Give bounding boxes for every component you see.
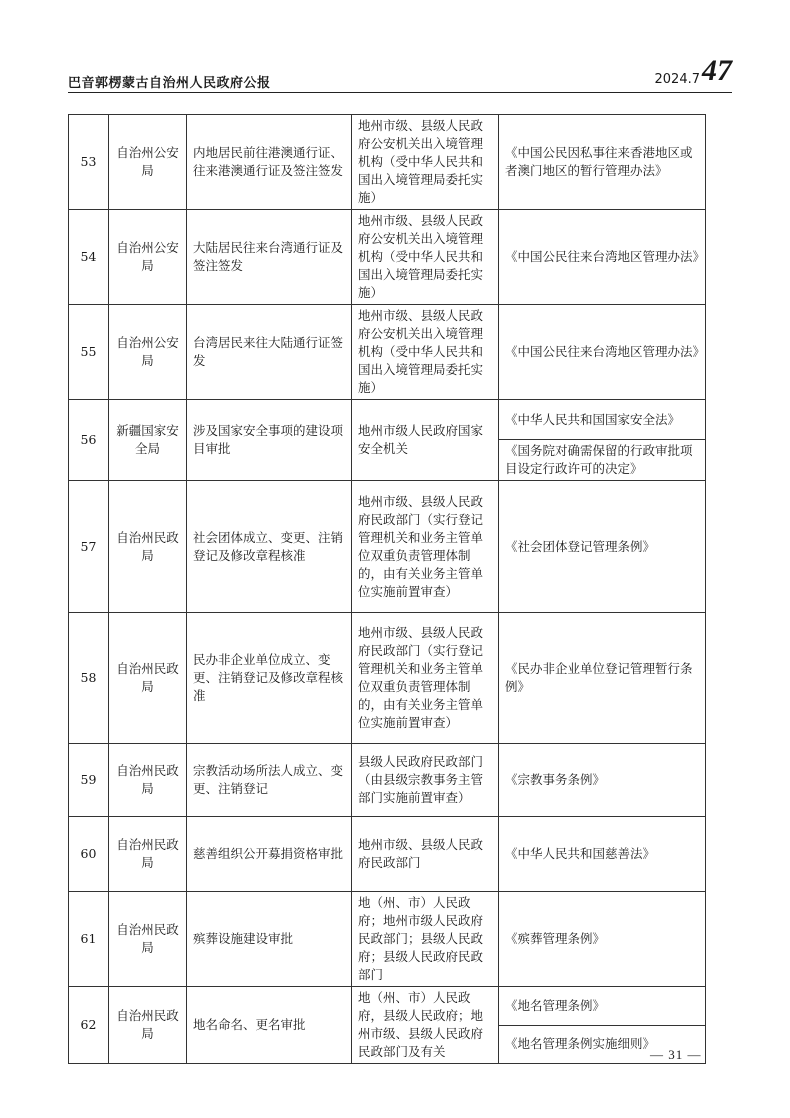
implementing-authority-cell: 地州市级、县级人民政府公安机关出入境管理机构（受中华人民共和国出入境管理局委托实施） — [352, 115, 499, 210]
row-number: 62 — [69, 987, 109, 1064]
approval-item-cell: 宗教活动场所法人成立、变更、注销登记 — [187, 744, 352, 817]
row-number: 61 — [69, 892, 109, 987]
implementing-authority-cell: 地州市级、县级人民政府民政部门 — [352, 817, 499, 892]
row-number: 59 — [69, 744, 109, 817]
table-row — [69, 481, 706, 613]
table-row — [69, 305, 706, 400]
approval-item-cell: 慈善组织公开募捐资格审批 — [187, 817, 352, 892]
approval-item-cell: 涉及国家安全事项的建设项目审批 — [187, 400, 352, 481]
table-row — [69, 987, 706, 1026]
legal-basis-cell: 《地名管理条例实施细则》 — [499, 1025, 706, 1064]
implementing-authority-cell: 地州市级、县级人民政府公安机关出入境管理机构（受中华人民共和国出入境管理局委托实施） — [352, 305, 499, 400]
row-number: 54 — [69, 210, 109, 305]
legal-basis-cell: 《地名管理条例》 — [499, 987, 706, 1026]
department-cell: 自治州民政局 — [109, 481, 187, 613]
row-number: 60 — [69, 817, 109, 892]
department-cell: 自治州公安局 — [109, 305, 187, 400]
legal-basis-cell: 《中国公民因私事往来香港地区或者澳门地区的暂行管理办法》 — [499, 115, 706, 210]
table-row — [69, 744, 706, 817]
implementing-authority-cell: 地州市级、县级人民政府民政部门（实行登记管理机关和业务主管单位双重负责管理体制的，由有关业务主管单位实施前置审查） — [352, 481, 499, 613]
table-row — [69, 400, 706, 440]
page-header — [68, 54, 732, 92]
legal-basis-cell: 《殡葬管理条例》 — [499, 892, 706, 987]
approval-item-cell: 殡葬设施建设审批 — [187, 892, 352, 987]
approval-item-cell: 社会团体成立、变更、注销登记及修改章程核准 — [187, 481, 352, 613]
legal-basis-cell: 《中华人民共和国国家安全法》 — [499, 400, 706, 440]
legal-basis-cell: 《中国公民往来台湾地区管理办法》 — [499, 305, 706, 400]
implementing-authority-cell: 地（州、市）人民政府；地州市级人民政府民政部门；县级人民政府；县级人民政府民政部门 — [352, 892, 499, 987]
implementing-authority-cell: 地州市级、县级人民政府公安机关出入境管理机构（受中华人民共和国出入境管理局委托实施） — [352, 210, 499, 305]
approval-item-cell: 大陆居民往来台湾通行证及签注签发 — [187, 210, 352, 305]
approval-items-table — [68, 114, 706, 1064]
page-number: — 31 — — [650, 1047, 702, 1062]
row-number: 53 — [69, 115, 109, 210]
table-row — [69, 210, 706, 305]
legal-basis-cell: 《中华人民共和国慈善法》 — [499, 817, 706, 892]
header-rule — [68, 92, 732, 93]
legal-basis-cell: 《民办非企业单位登记管理暂行条例》 — [499, 613, 706, 744]
legal-basis-cell: 《宗教事务条例》 — [499, 744, 706, 817]
table-row — [69, 115, 706, 210]
row-number: 57 — [69, 481, 109, 613]
publication-title: 巴音郭楞蒙古自治州人民政府公报 — [68, 76, 271, 91]
table-row — [69, 892, 706, 987]
department-cell: 自治州民政局 — [109, 817, 187, 892]
implementing-authority-cell: 地（州、市）人民政府，县级人民政府；地州市级、县级人民政府民政部门及有关 — [352, 987, 499, 1064]
table-row — [69, 817, 706, 892]
approval-item-cell: 地名命名、更名审批 — [187, 987, 352, 1064]
approval-item-cell: 台湾居民来往大陆通行证签发 — [187, 305, 352, 400]
approval-item-cell: 内地居民前往港澳通行证、往来港澳通行证及签注签发 — [187, 115, 352, 210]
table-row — [69, 613, 706, 744]
implementing-authority-cell: 地州市级、县级人民政府民政部门（实行登记管理机关和业务主管单位双重负责管理体制的，由有关业务主管单位实施前置审查） — [352, 613, 499, 744]
row-number: 58 — [69, 613, 109, 744]
legal-basis-cell: 《社会团体登记管理条例》 — [499, 481, 706, 613]
implementing-authority-cell: 县级人民政府民政部门（由县级宗教事务主管部门实施前置审查） — [352, 744, 499, 817]
department-cell: 自治州民政局 — [109, 987, 187, 1064]
approval-item-cell: 民办非企业单位成立、变更、注销登记及修改章程核准 — [187, 613, 352, 744]
row-number: 56 — [69, 400, 109, 481]
department-cell: 新疆国家安全局 — [109, 400, 187, 481]
implementing-authority-cell: 地州市级人民政府国家安全机关 — [352, 400, 499, 481]
department-cell: 自治州民政局 — [109, 613, 187, 744]
department-cell: 自治州公安局 — [109, 210, 187, 305]
issue-date: 2024.7 — [654, 72, 700, 87]
department-cell: 自治州民政局 — [109, 744, 187, 817]
legal-basis-cell: 《国务院对确需保留的行政审批项目设定行政许可的决定》 — [499, 440, 706, 481]
department-cell: 自治州民政局 — [109, 892, 187, 987]
issue-number: 47 — [702, 54, 732, 87]
legal-basis-cell: 《中国公民往来台湾地区管理办法》 — [499, 210, 706, 305]
row-number: 55 — [69, 305, 109, 400]
department-cell: 自治州公安局 — [109, 115, 187, 210]
